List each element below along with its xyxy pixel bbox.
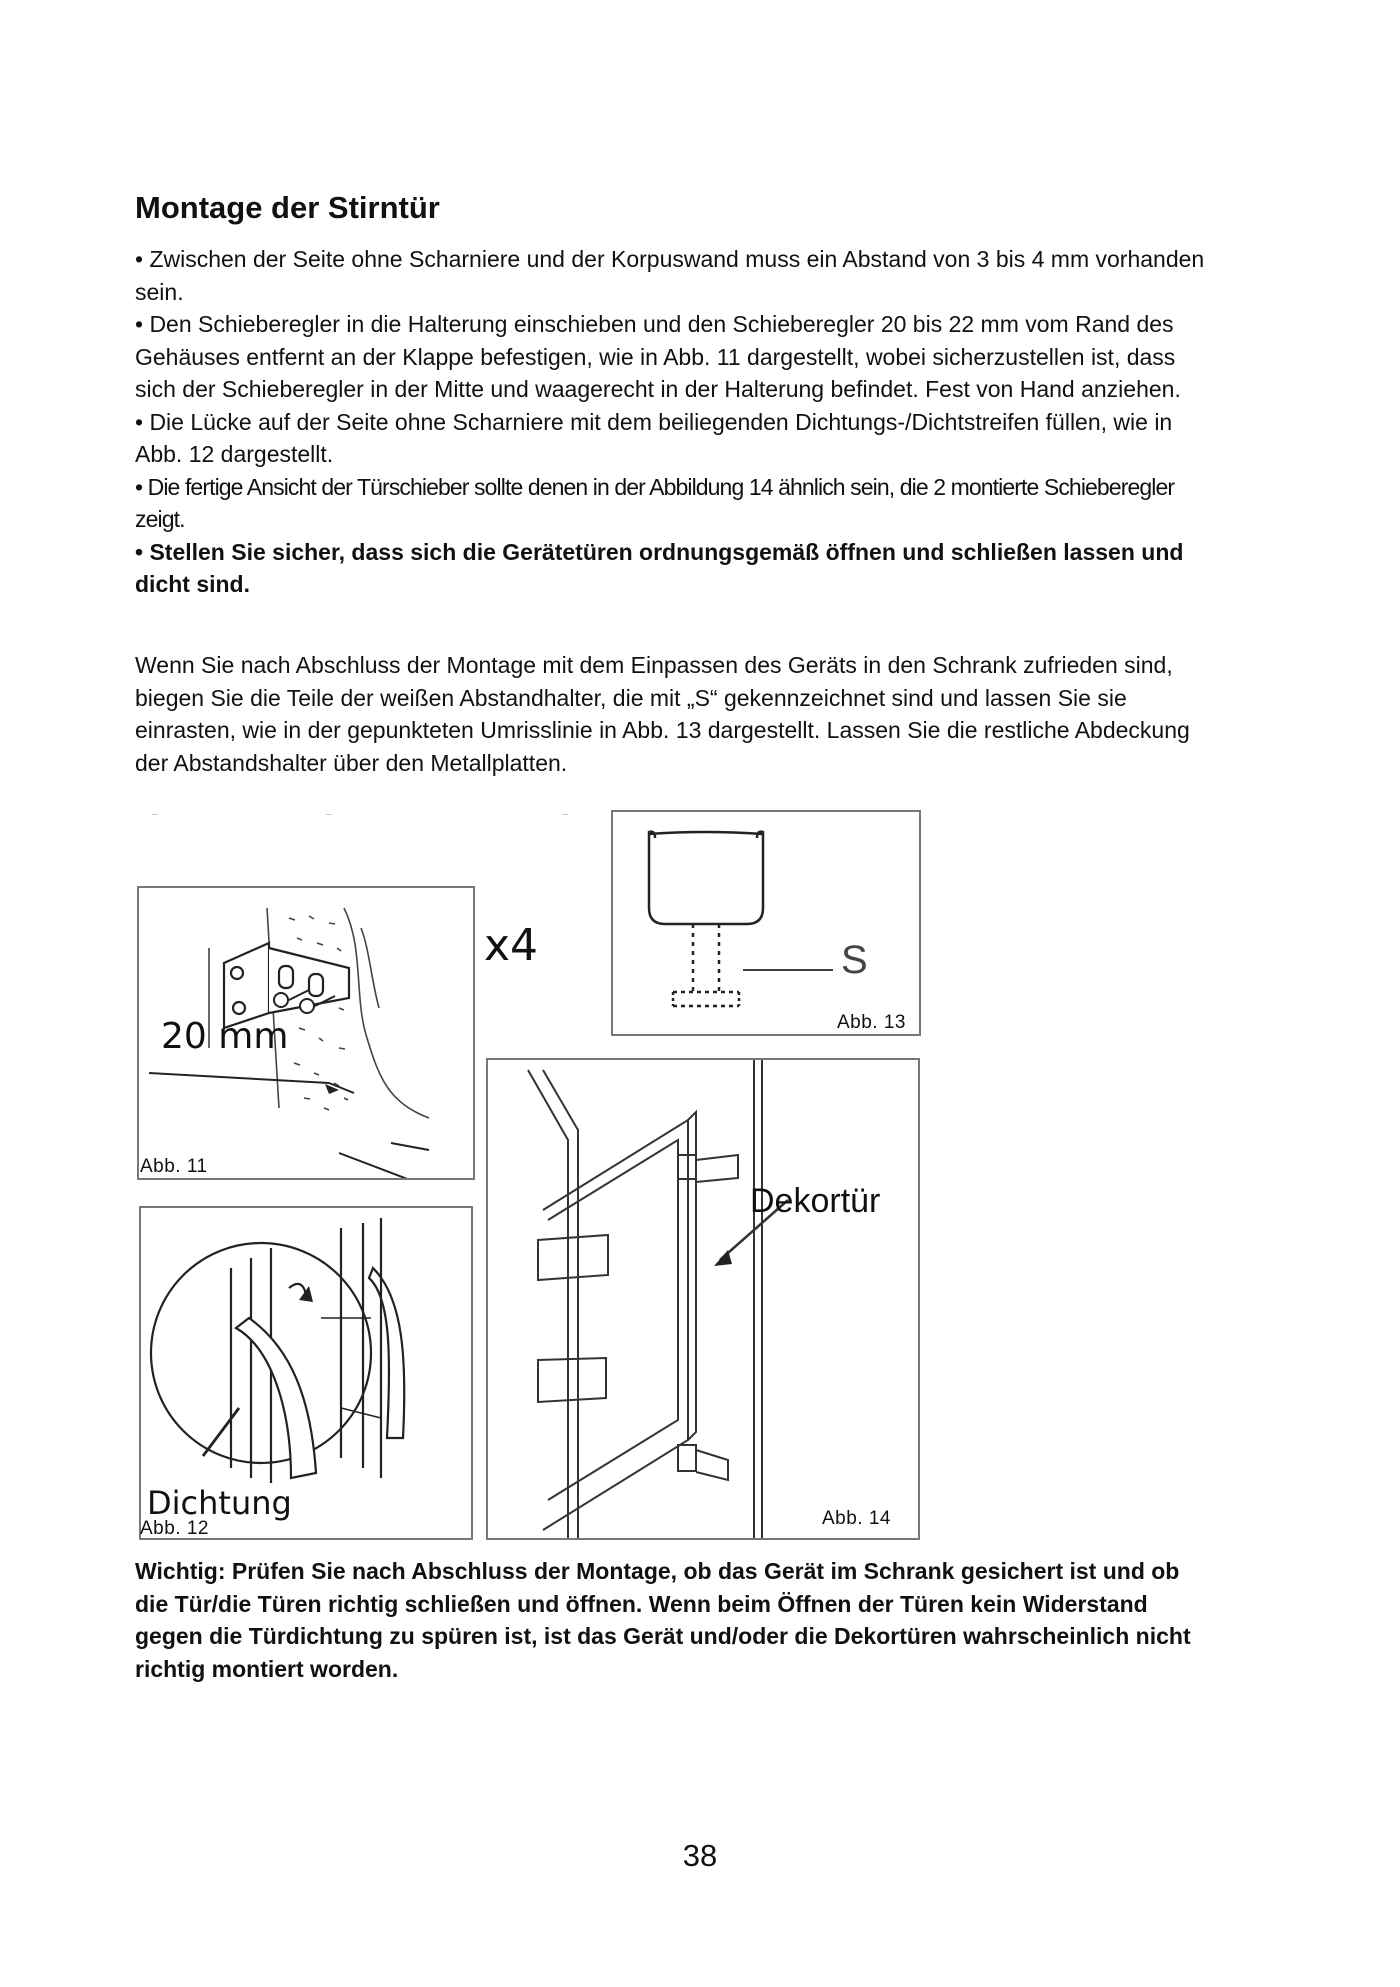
figure-13-spacer [611, 810, 921, 1036]
decor-door-illustration [488, 1060, 918, 1538]
bullet-check-doors: • Stellen Sie sicher, dass sich die Gerätetüren ordnungsgemäß öffnen und schließen lassen und dicht sind. [135, 538, 1184, 597]
figure-12-caption: Abb. 12 [140, 1518, 209, 1539]
figure-11-caption: Abb. 11 [140, 1156, 208, 1177]
bullet-slider: • Den Schieberegler in die Halterung einschieben und den Schieberegler 20 bis 22 mm vom Rand des Gehäuses entfernt an der Klappe befestigen, wie in Abb. 11 dargestellt, wobei sicherzustellen ist, dass sich der Schieberegler in der Mitte und waagerecht in der Halterung befindet. Fest von Hand anziehen. [135, 311, 1181, 402]
scan-mark [152, 814, 158, 815]
bullet-final-view: • Die fertige Ansicht der Türschieber sollte denen in der Abbildung 14 ähnlich sein, die 2 montierte Schieberegler zeigt. [135, 473, 1175, 532]
scan-mark [326, 814, 332, 815]
bullet-gap: • Zwischen der Seite ohne Scharniere und der Korpuswand muss ein Abstand von 3 bis 4 mm vorhanden sein. [135, 246, 1205, 305]
figure-14-door [486, 1058, 920, 1540]
figure-11-bracket [137, 886, 475, 1180]
figure-14-caption: Abb. 14 [822, 1508, 891, 1529]
figure-12-seal [139, 1206, 473, 1540]
bullet-seal: • Die Lücke auf der Seite ohne Scharniere mit dem beiliegenden Dichtungs-/Dichtstreifen füllen, wie in Abb. 12 dargestellt. [135, 408, 1173, 467]
seal-label: Dichtung [147, 1484, 292, 1522]
spacer-s-illustration [613, 812, 919, 1034]
scan-mark [562, 814, 568, 815]
section-title: Montage der Stirntür [135, 190, 440, 225]
decor-door-label: Dekortür [750, 1182, 881, 1220]
quantity-label: x4 [484, 920, 539, 971]
instruction-list [135, 243, 1215, 601]
figure-13-caption: Abb. 13 [837, 1012, 906, 1033]
spacer-paragraph: Wenn Sie nach Abschluss der Montage mit dem Einpassen des Geräts in den Schrank zufrieden sind, biegen Sie die Teile der weißen Abstandhalter, die mit „S“ gekennzeichnet sind und lassen Sie sie einrasten, wie in der gepunkteten Umrisslinie in Abb. 13 dargestellt. Lassen Sie die restliche Abdeckung der Abstandshalter über den Metallplatten. [135, 652, 1190, 776]
page-number: 38 [682, 1838, 718, 1873]
spacer-s-label: S [841, 938, 868, 982]
measure-label: 20 mm [161, 1016, 289, 1057]
important-notice: Wichtig: Prüfen Sie nach Abschluss der Montage, ob das Gerät im Schrank gesichert ist und ob die Tür/die Türen richtig schließen und öffnen. Wenn beim Öffnen der Türen kein Widerstand gegen die Türdichtung zu spüren ist, ist das Gerät und/oder die Dekortüren wahrscheinlich nicht richtig montiert worden. [135, 1558, 1191, 1682]
